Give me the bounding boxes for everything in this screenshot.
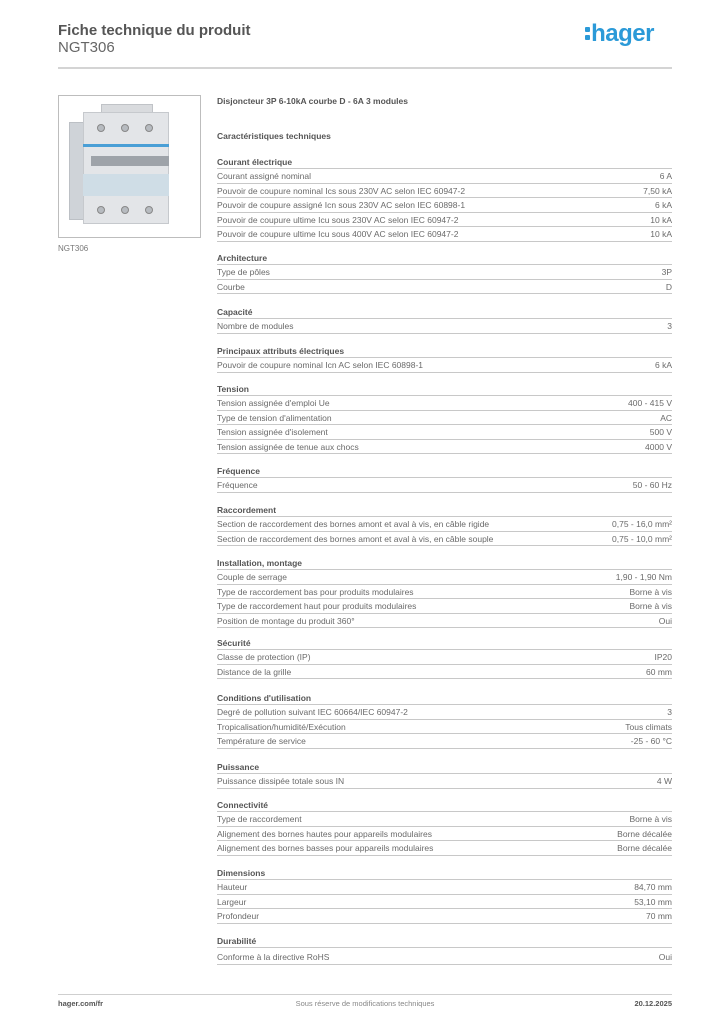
spec-value: 10 kA bbox=[650, 229, 672, 240]
spec-value: 0,75 - 10,0 mm² bbox=[612, 533, 672, 544]
spec-row bbox=[217, 614, 672, 629]
spec-label: Largeur bbox=[217, 896, 247, 907]
spec-label: Tension assignée d'emploi Ue bbox=[217, 398, 330, 408]
footer-website-link[interactable]: hager.com/fr bbox=[58, 999, 104, 1008]
section-title: Connectivité bbox=[217, 799, 672, 812]
spec-label: Section de raccordement des bornes amont et aval à vis, en câble souple bbox=[217, 533, 494, 544]
spec-label: Pouvoir de coupure nominal Ics sous 230V AC selon IEC 60947-2 bbox=[217, 185, 466, 196]
section-title: Dimensions bbox=[217, 867, 672, 880]
section-title: Principaux attributs électriques bbox=[217, 345, 672, 358]
spec-row bbox=[217, 184, 672, 199]
spec-label: Classe de protection (IP) bbox=[217, 652, 311, 662]
spec-section bbox=[217, 637, 672, 679]
spec-label: Alignement des bornes hautes pour appareils modulaires bbox=[217, 828, 432, 839]
spec-row bbox=[217, 213, 672, 228]
spec-row bbox=[217, 396, 672, 411]
spec-label: Tension assignée de tenue aux chocs bbox=[217, 441, 359, 452]
spec-label: Puissance dissipée totale sous IN bbox=[217, 776, 345, 786]
spec-label: Pouvoir de coupure nominal Icn AC selon IEC 60898-1 bbox=[217, 360, 424, 370]
spec-value: Borne décalée bbox=[617, 843, 672, 854]
spec-label: Distance de la grille bbox=[217, 666, 292, 677]
spec-value: 4000 V bbox=[645, 441, 672, 452]
document-title: Fiche technique du produit bbox=[58, 22, 251, 39]
spec-row bbox=[217, 198, 672, 213]
spec-section bbox=[217, 504, 672, 546]
spec-row bbox=[217, 812, 672, 827]
spec-section bbox=[217, 252, 672, 294]
spec-row bbox=[217, 227, 672, 242]
spec-value: Borne à vis bbox=[629, 814, 672, 824]
section-title: Architecture bbox=[217, 252, 672, 265]
spec-row bbox=[217, 280, 672, 295]
spec-label: Section de raccordement des bornes amont et aval à vis, en câble rigide bbox=[217, 519, 490, 529]
product-code: NGT306 bbox=[58, 39, 115, 56]
spec-label: Tropicalisation/humidité/Exécution bbox=[217, 721, 346, 732]
spec-label: Courbe bbox=[217, 281, 245, 292]
spec-value: 7,50 kA bbox=[643, 185, 672, 196]
spec-label: Profondeur bbox=[217, 911, 260, 922]
spec-row bbox=[217, 358, 672, 373]
section-title: Courant électrique bbox=[217, 156, 672, 169]
spec-section bbox=[217, 383, 672, 454]
section-title: Durabilité bbox=[217, 935, 672, 948]
spec-row bbox=[217, 319, 672, 334]
spec-value: Oui bbox=[658, 615, 672, 626]
spec-label: Pouvoir de coupure assigné Icn sous 230V AC selon IEC 60898-1 bbox=[217, 200, 466, 211]
section-title: Conditions d'utilisation bbox=[217, 692, 672, 705]
spec-section bbox=[217, 306, 672, 334]
spec-section bbox=[217, 799, 672, 856]
spec-label: Couple de serrage bbox=[217, 572, 287, 582]
spec-value: IP20 bbox=[654, 652, 672, 662]
spec-section bbox=[217, 156, 672, 242]
spec-section bbox=[217, 692, 672, 749]
spec-value: 6 kA bbox=[654, 200, 672, 211]
spec-value: 70 mm bbox=[646, 911, 672, 922]
spec-value: Borne à vis bbox=[629, 601, 672, 612]
spec-row bbox=[217, 599, 672, 614]
logo-text: hager bbox=[591, 20, 654, 47]
spec-value: 50 - 60 Hz bbox=[632, 480, 672, 490]
spec-value: 3 bbox=[667, 321, 672, 331]
spec-value: Borne à vis bbox=[629, 586, 672, 597]
spec-row bbox=[217, 570, 672, 585]
spec-label: Alignement des bornes basses pour appareils modulaires bbox=[217, 843, 434, 854]
footer-date: 20.12.2025 bbox=[634, 999, 672, 1008]
spec-section bbox=[217, 761, 672, 789]
spec-row bbox=[217, 950, 672, 965]
product-image bbox=[58, 95, 201, 238]
spec-value: 84,70 mm bbox=[634, 882, 672, 892]
spec-row bbox=[217, 895, 672, 910]
spec-value: 3P bbox=[661, 267, 672, 277]
spec-row bbox=[217, 440, 672, 455]
spec-row bbox=[217, 265, 672, 280]
spec-row bbox=[217, 650, 672, 665]
section-title: Puissance bbox=[217, 761, 672, 774]
spec-value: 1,90 - 1,90 Nm bbox=[615, 572, 672, 582]
spec-row bbox=[217, 734, 672, 749]
spec-label: Type de raccordement bas pour produits modulaires bbox=[217, 586, 414, 597]
product-image-caption: NGT306 bbox=[58, 244, 89, 253]
spec-row bbox=[217, 665, 672, 680]
header-divider bbox=[58, 67, 672, 69]
spec-row bbox=[217, 774, 672, 789]
spec-value: 400 - 415 V bbox=[628, 398, 672, 408]
section-title: Sécurité bbox=[217, 637, 672, 650]
spec-value: 53,10 mm bbox=[634, 896, 672, 907]
spec-section bbox=[217, 465, 672, 493]
spec-row bbox=[217, 841, 672, 856]
spec-value: 10 kA bbox=[650, 214, 672, 225]
spec-value: 3 bbox=[667, 707, 672, 717]
spec-label: Type de pôles bbox=[217, 267, 270, 277]
spec-label: Température de service bbox=[217, 736, 306, 747]
spec-row bbox=[217, 720, 672, 735]
spec-section bbox=[217, 345, 672, 373]
spec-row bbox=[217, 425, 672, 440]
spec-section bbox=[217, 557, 672, 628]
spec-section bbox=[217, 935, 672, 965]
spec-row bbox=[217, 705, 672, 720]
page-header bbox=[58, 22, 672, 56]
section-title: Fréquence bbox=[217, 465, 672, 478]
spec-value: -25 - 60 °C bbox=[630, 736, 672, 747]
spec-row bbox=[217, 478, 672, 493]
section-title: Raccordement bbox=[217, 504, 672, 517]
spec-value: 500 V bbox=[649, 427, 672, 438]
spec-value: Oui bbox=[658, 952, 672, 962]
spec-label: Type de raccordement bbox=[217, 814, 302, 824]
spec-row bbox=[217, 169, 672, 184]
section-title: Installation, montage bbox=[217, 557, 672, 570]
hager-logo bbox=[584, 20, 654, 48]
spec-row bbox=[217, 411, 672, 426]
technical-characteristics-heading: Caractéristiques techniques bbox=[217, 131, 331, 141]
spec-row bbox=[217, 880, 672, 895]
product-description: Disjoncteur 3P 6-10kA courbe D - 6A 3 modules bbox=[217, 96, 408, 106]
spec-value: Borne décalée bbox=[617, 828, 672, 839]
spec-label: Type de raccordement haut pour produits modulaires bbox=[217, 601, 417, 612]
spec-label: Nombre de modules bbox=[217, 321, 294, 331]
circuit-breaker-icon bbox=[69, 104, 174, 226]
spec-row bbox=[217, 909, 672, 924]
section-title: Capacité bbox=[217, 306, 672, 319]
spec-label: Hauteur bbox=[217, 882, 248, 892]
spec-value: 6 kA bbox=[654, 360, 672, 370]
spec-label: Type de tension d'alimentation bbox=[217, 412, 332, 423]
spec-value: Tous climats bbox=[625, 721, 672, 732]
spec-value: 60 mm bbox=[646, 666, 672, 677]
spec-value: 0,75 - 16,0 mm² bbox=[612, 519, 672, 529]
spec-label: Degré de pollution suivant IEC 60664/IEC 60947-2 bbox=[217, 707, 408, 717]
spec-section bbox=[217, 867, 672, 924]
section-title: Tension bbox=[217, 383, 672, 396]
spec-value: 4 W bbox=[656, 776, 672, 786]
spec-label: Conforme à la directive RoHS bbox=[217, 952, 330, 962]
spec-value: 6 A bbox=[659, 171, 672, 181]
spec-row bbox=[217, 827, 672, 842]
spec-row bbox=[217, 517, 672, 532]
spec-label: Pouvoir de coupure ultime Icu sous 230V AC selon IEC 60947-2 bbox=[217, 214, 459, 225]
spec-row bbox=[217, 532, 672, 547]
spec-value: D bbox=[665, 281, 672, 292]
spec-label: Courant assigné nominal bbox=[217, 171, 312, 181]
spec-value: AC bbox=[660, 412, 672, 423]
spec-row bbox=[217, 585, 672, 600]
spec-label: Position de montage du produit 360° bbox=[217, 615, 355, 626]
spec-label: Tension assignée d'isolement bbox=[217, 427, 328, 438]
spec-label: Fréquence bbox=[217, 480, 258, 490]
footer-divider bbox=[58, 994, 672, 995]
spec-label: Pouvoir de coupure ultime Icu sous 400V AC selon IEC 60947-2 bbox=[217, 229, 459, 240]
footer-disclaimer: Sous réserve de modifications techniques bbox=[295, 999, 435, 1008]
